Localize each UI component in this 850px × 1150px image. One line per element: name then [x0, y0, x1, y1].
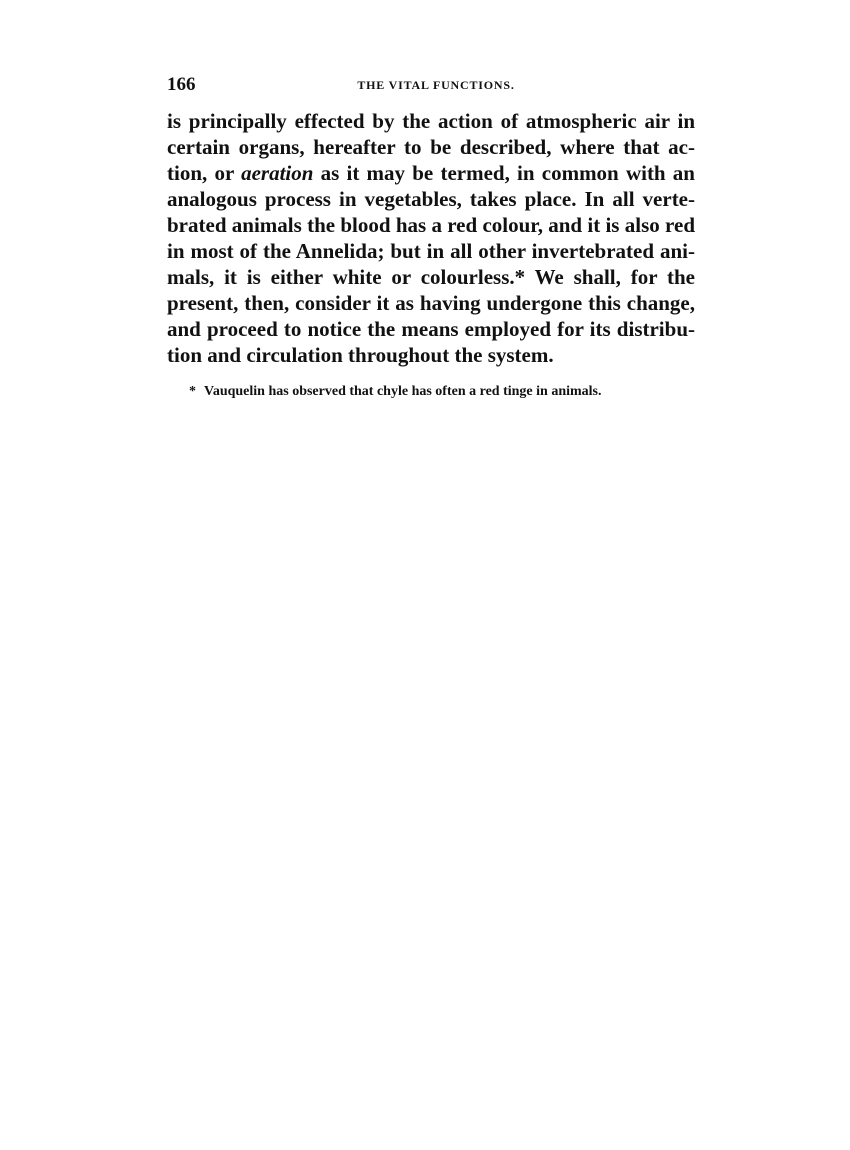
- body-paragraph: [167, 108, 695, 368]
- running-head: [167, 70, 695, 100]
- body-line: brated animals the blood has a red colour, and it is also red: [167, 213, 695, 237]
- body-line: certain organs, hereafter to be described, where that ac-: [167, 135, 695, 159]
- footnote-text: Vauquelin has observed that chyle has often a red tinge in animals.: [204, 384, 602, 399]
- body-line: is principally effected by the action of atmospheric air in: [167, 109, 695, 133]
- body-line: [167, 160, 695, 186]
- body-line: and proceed to notice the means employed for its distribu-: [167, 317, 695, 341]
- body-line: present, then, consider it as having undergone this change,: [167, 291, 695, 315]
- body-line: mals, it is either white or colourless.* We shall, for the: [167, 265, 695, 289]
- page-number: 166: [167, 74, 196, 95]
- body-text-segment: as it may be termed, in common with an: [313, 161, 695, 185]
- book-page: [167, 70, 695, 402]
- italic-term: aeration: [241, 161, 314, 185]
- body-text-segment: tion, or: [167, 161, 242, 185]
- body-line: tion and circulation throughout the system.: [167, 343, 554, 367]
- footnote-marker: *: [189, 384, 196, 399]
- body-line: analogous process in vegetables, takes place. In all verte-: [167, 187, 695, 211]
- footnote: [167, 382, 695, 402]
- body-line: in most of the Annelida; but in all other invertebrated ani-: [167, 239, 695, 263]
- running-title: THE VITAL FUNCTIONS.: [357, 78, 515, 92]
